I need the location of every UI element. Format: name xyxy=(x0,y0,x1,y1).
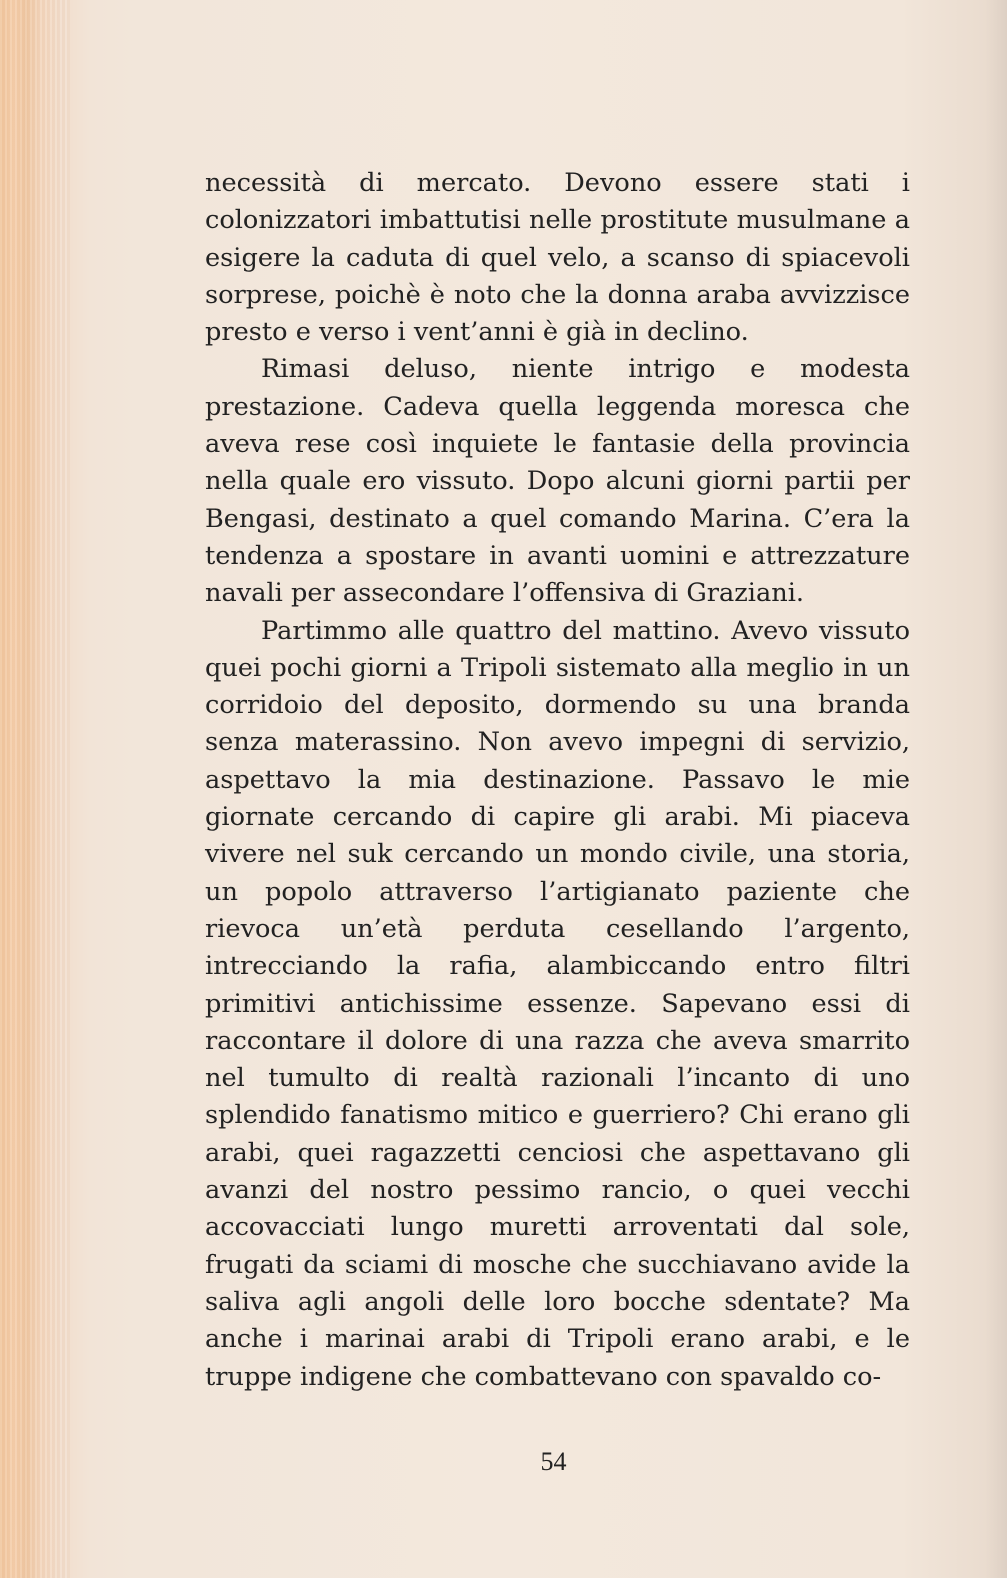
paragraph: Partimmo alle quattro del mattino. Avevo vissuto quei pochi giorni a Tripoli sistemato alla meglio in un corridoio del deposito, dormendo su una branda senza materassino. Non avevo impegni di servizio, aspettavo la mia destinazione. Passavo le mie giornate cercando di capire gli arabi. Mi piaceva vivere nel suk cercando un mondo civile, una storia, un popolo attraverso l’artigianato paziente che rievoca un’età perduta cesellando l’argento, intrecciando la rafia, alambiccando entro filtri primitivi antichissime essenze. Sapevano essi di raccontare il dolore di una razza che aveva smarrito nel tumulto di realtà razionali l’incanto di uno splendido fanatismo mitico e guerriero? Chi erano gli arabi, quei ragazzetti cenciosi che aspettavano gli avanzi del nostro pessimo rancio, o quei vecchi accovacciati lungo muretti arroventati dal sole, frugati da sciami di mosche che succhiavano avide la saliva agli angoli delle loro bocche sdentate? Ma anche i marinai arabi di Tripoli erano arabi, e le truppe indigene che combattevano con spavaldo co- xyxy=(205,615,910,1392)
body-text xyxy=(205,165,910,1396)
paragraph-continuation: necessità di mercato. Devono essere stati i colonizzatori imbattutisi nelle prostitute musulmane a esigere la caduta di quel velo, a scanso di spiacevoli sorprese, poichè è noto che la donna araba avvizzisce presto e verso i vent’anni è già in declino. xyxy=(205,168,910,348)
page-number: 54 xyxy=(540,1447,567,1476)
paragraph: Rimasi deluso, niente intrigo e modesta prestazione. Cadeva quella leggenda moresca che aveva rese così inquiete le fantasie della provincia nella quale ero vissuto. Dopo alcuni giorni partii per Bengasi, destinato a quel comando Marina. C’era la tendenza a spostare in avanti uomini e attrezzature navali per assecondare l’offensiva di Graziani. xyxy=(205,354,910,609)
page-binding-edge xyxy=(0,0,70,1578)
